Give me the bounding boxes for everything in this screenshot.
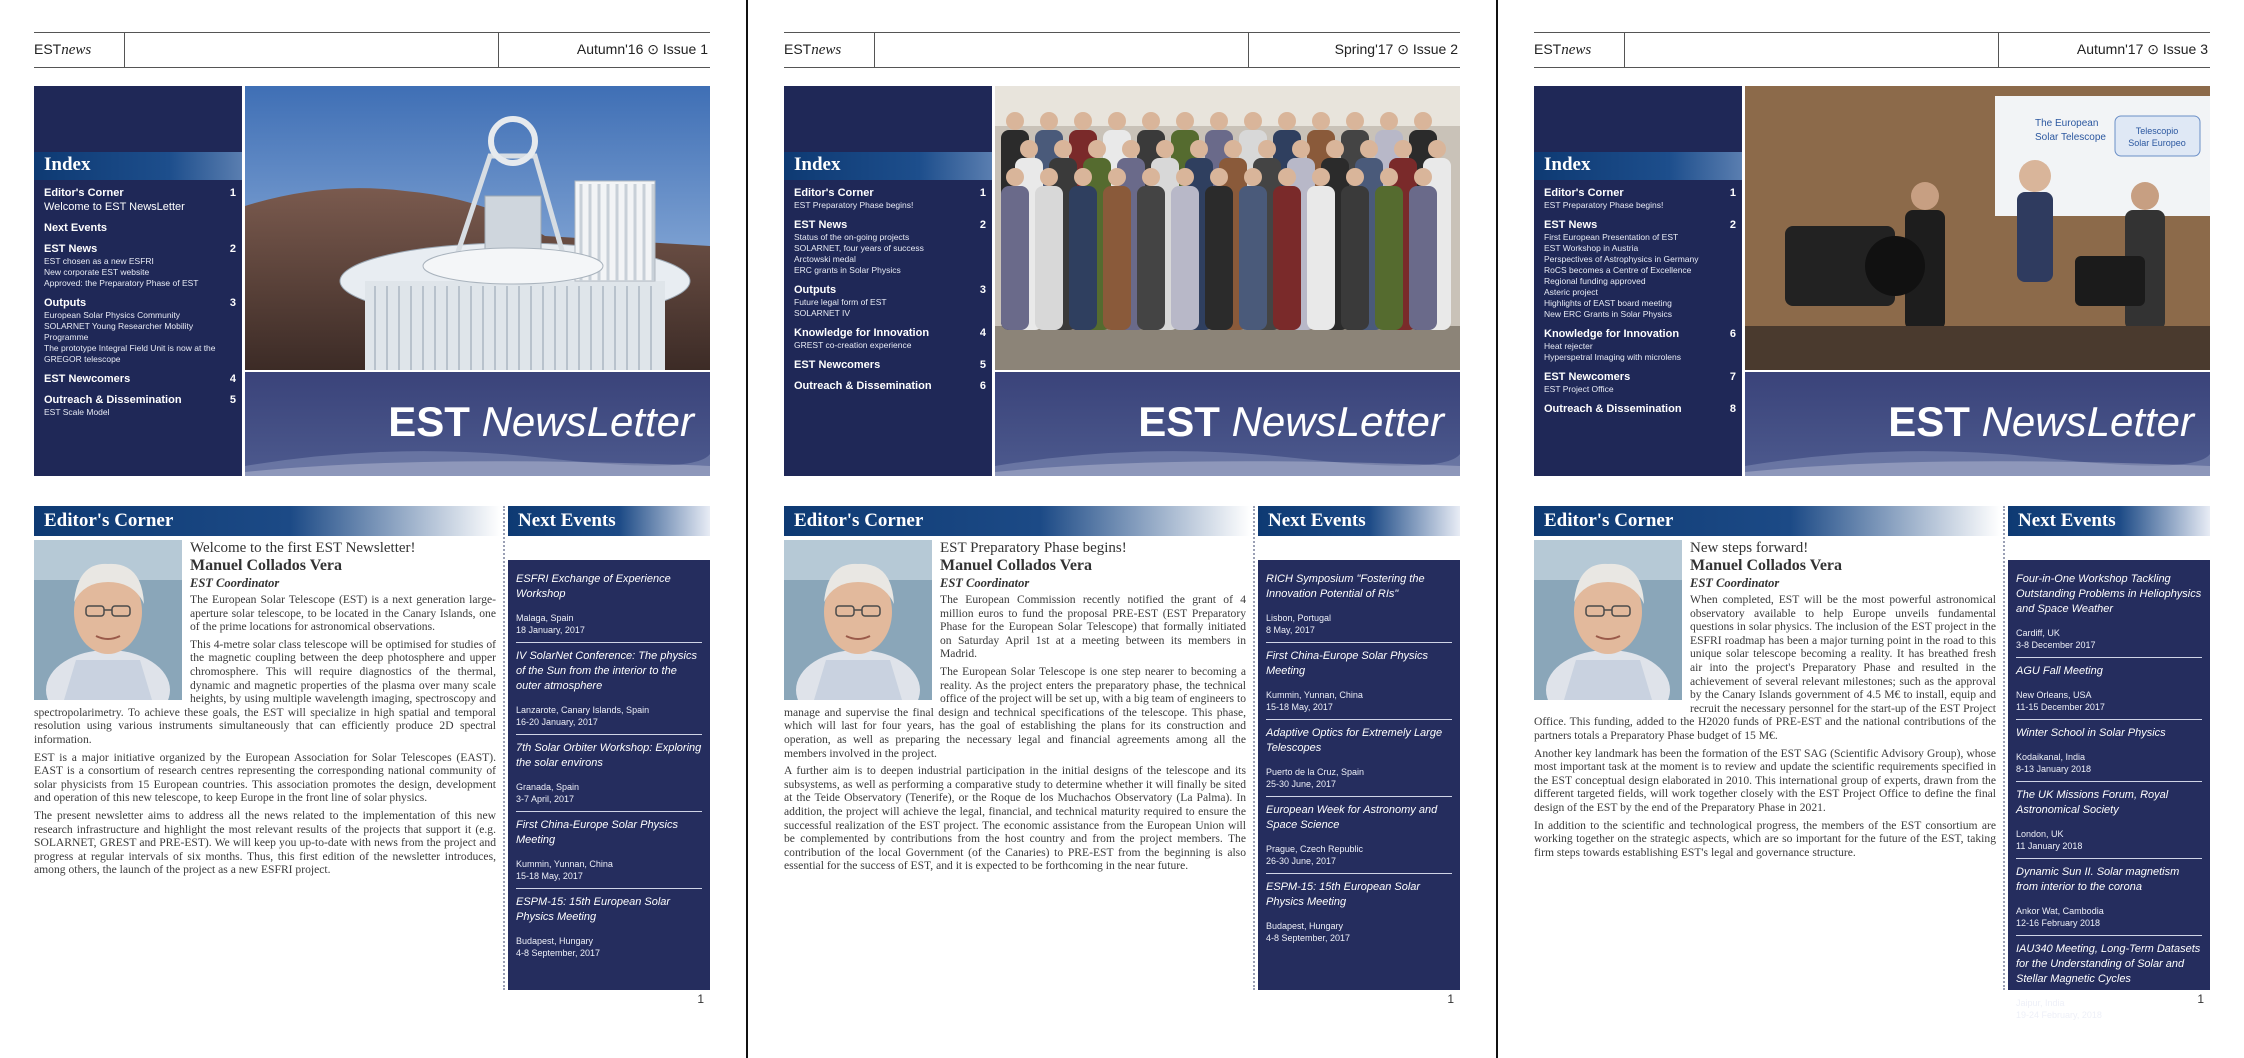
events-list [1258, 560, 1460, 990]
index-section-title[interactable]: Outputs [794, 284, 837, 296]
cover [784, 86, 1460, 476]
index-subitem[interactable]: Highlights of EAST board meeting [1544, 298, 1672, 308]
newsletter-title: EST NewsLetter [1888, 398, 2194, 445]
svg-text:The European: The European [2035, 118, 2099, 129]
index-subitem[interactable]: Heat rejecter [1544, 341, 1593, 351]
svg-text:Solar Europeo: Solar Europeo [2128, 138, 2186, 148]
event-title[interactable]: ESPM-15: 15th European Solar Physics Meeting [516, 896, 671, 923]
page-header [1534, 32, 2210, 68]
event-location: Malaga, Spain [516, 613, 574, 623]
index-section-title[interactable]: Editor's Corner [1544, 187, 1624, 199]
index-panel [784, 86, 992, 476]
newsletter-page [1500, 0, 2210, 1058]
event-location: New Orleans, USA [2016, 690, 2092, 700]
index-heading: Index [34, 152, 242, 180]
editor-portrait [34, 540, 182, 700]
event-title[interactable]: Adaptive Optics for Extremely Large Telescopes [1266, 727, 1443, 754]
editors-corner-heading: Editor's Corner [34, 506, 500, 536]
author-role: EST Coordinator [940, 576, 1030, 590]
event-location: Lanzarote, Canary Islands, Spain [516, 705, 650, 715]
event-location: Kummin, Yunnan, China [1266, 690, 1363, 700]
telescope-photo [245, 86, 710, 370]
event-item[interactable] [2016, 782, 2202, 859]
index-subitem[interactable]: Approved: the Preparatory Phase of EST [44, 278, 199, 288]
index-subitem[interactable]: Future legal form of EST [794, 297, 887, 307]
next-events-heading: Next Events [1258, 506, 1460, 536]
event-item[interactable] [516, 735, 702, 812]
index-subitem[interactable]: ERC grants in Solar Physics [794, 265, 901, 275]
index-panel [1534, 86, 1742, 476]
brand-logo: ESTnews [784, 41, 842, 58]
index-section[interactable] [44, 296, 236, 365]
index-subitem[interactable]: SOLARNET Young Researcher Mobility Programme [44, 321, 194, 342]
event-title[interactable]: AGU Fall Meeting [2016, 665, 2103, 677]
editor-article [1534, 540, 1996, 863]
event-location: Kummin, Yunnan, China [516, 859, 613, 869]
article-headline: Welcome to the first EST Newsletter! [190, 540, 416, 556]
newsletter-title: EST NewsLetter [388, 398, 694, 445]
editor-paragraph: A further aim is to deepen industrial participation in the initial designs of the telescope and its subsystems, as well as performing a comparative study to determine whether it will finally be sited at the Teide Observatory (Tenerife), or the Roque de los Muchachos Observatory (La Palma). In addition, the project will achieve the legal, financial, and technical maturity required to ensure the successful realization of the EST project. The economic assistance from the European Union will be complemented by contributions from the host country and from the project members. The contribution of the local Government (of the Canaries) to PRE-EST from the beginning is also essential for the success of EST, and it is expected to be forthcoming in the near future. [784, 764, 1246, 873]
next-events-heading: Next Events [508, 506, 710, 536]
index-section[interactable] [794, 283, 986, 319]
index-section-title[interactable]: Editor's Corner [794, 187, 874, 199]
event-title[interactable]: Four-in-One Workshop Tackling Outstanding Problems in Heliophysics and Space Weather [2016, 573, 2202, 615]
index-page-number: 7 [1729, 371, 1736, 383]
editor-article [784, 540, 1246, 877]
index-section-title[interactable]: Knowledge for Innovation [794, 327, 930, 339]
author-name: Manuel Collados Vera [1690, 557, 1843, 574]
editor-paragraph: The European Solar Telescope (EST) is a next generation large-aperture solar telescope, to be located in the Canary Islands, one of the prime locations for astronomical observations. [190, 593, 496, 634]
index-section[interactable] [794, 379, 986, 393]
index-section[interactable] [44, 372, 236, 386]
event-location: Puerto de la Cruz, Spain [1266, 767, 1365, 777]
event-title[interactable]: IAU340 Meeting, Long-Term Datasets for the Understanding of Solar and Stellar Magnetic Cycles [2016, 943, 2201, 985]
event-location: London, UK [2016, 829, 2064, 839]
index-section-title[interactable]: Outreach & Dissemination [1544, 403, 1682, 415]
editors-corner-heading: Editor's Corner [1534, 506, 2000, 536]
cover-photo [995, 86, 1460, 370]
title-band [1745, 372, 2210, 476]
event-location: Ankor Wat, Cambodia [2016, 906, 2104, 916]
event-date: 16-20 January, 2017 [516, 717, 598, 727]
index-section-title[interactable]: Outputs [44, 297, 87, 309]
author-name: Manuel Collados Vera [190, 557, 343, 574]
event-date: 19-24 February, 2018 [2016, 1010, 2102, 1020]
editor-portrait [1534, 540, 1682, 700]
event-location: Granada, Spain [516, 782, 580, 792]
index-section-title[interactable]: Outreach & Dissemination [44, 394, 182, 406]
index-page-number: 5 [979, 359, 986, 371]
brand-logo: ESTnews [1534, 41, 1592, 58]
svg-text:Solar Telescope: Solar Telescope [2035, 132, 2106, 143]
column-divider [2003, 506, 2005, 990]
event-title[interactable]: The UK Missions Forum, Royal Astronomical Society [2016, 789, 2169, 816]
index-section[interactable] [44, 186, 236, 214]
index-list [1544, 186, 1736, 423]
event-item[interactable] [516, 566, 702, 643]
index-subitem[interactable]: Asteric project [1544, 287, 1598, 297]
index-section-title[interactable]: EST Newcomers [1544, 371, 1631, 383]
newsletter-page [0, 0, 710, 1058]
editor-paragraph: EST is a major initiative organized by the European Association for Solar Telescopes (EAST). EAST is a consortium of research centres representing the corresponding national community of solar physicists from 15 European countries. This association promotes the design, development and operation of this new telescope, to keep Europe in the front line of solar physics. [34, 750, 496, 805]
events-list [2008, 560, 2210, 1020]
index-section-title[interactable]: EST News [1544, 219, 1598, 231]
index-section[interactable] [44, 221, 236, 235]
index-subitem[interactable]: EST chosen as a new ESFRI [44, 256, 154, 266]
index-subitem[interactable]: EST Preparatory Phase begins! [794, 200, 914, 210]
event-title[interactable]: IV SolarNet Conference: The physics of the Sun from the interior to the outer atmosphere [516, 650, 697, 692]
index-section-title[interactable]: Outreach & Dissemination [794, 380, 932, 392]
index-subitem[interactable]: Regional funding approved [1544, 276, 1646, 286]
event-item[interactable] [2016, 936, 2202, 1027]
author-role: EST Coordinator [1690, 576, 1780, 590]
index-page-number: 1 [979, 187, 986, 199]
editor-paragraph: The European Solar Telescope is one step nearer to becoming a reality. As the project enters the preparatory phase, the technical office of the project will be set up, with a big team of engineers to manage and supervise the final design and technical specifications of the telescope. This phase, which will last for four years, has the goal of establishing the plans for its construction and operation, as well as preparing the necessary legal and financial agreements among all the members involved in the project. [784, 664, 1246, 760]
index-heading: Index [784, 152, 992, 180]
index-section-title[interactable]: EST Newcomers [794, 359, 881, 371]
event-location: Prague, Czech Republic [1266, 844, 1364, 854]
index-page-number: 2 [979, 219, 986, 231]
title-band [995, 372, 1460, 476]
event-title[interactable]: ESFRI Exchange of Experience Workshop [516, 573, 671, 600]
article-headline: EST Preparatory Phase begins! [940, 540, 1127, 556]
event-title[interactable]: Dynamic Sun II. Solar magnetism from interior to the corona [2016, 866, 2180, 893]
index-subitem[interactable]: First European Presentation of EST [1544, 232, 1679, 242]
event-title[interactable]: RICH Symposium "Fostering the Innovation Potential of RIs" [1266, 573, 1425, 600]
event-date: 4-8 September, 2017 [1266, 933, 1351, 943]
index-subitem[interactable]: SOLARNET IV [794, 308, 851, 318]
event-item[interactable] [516, 812, 702, 889]
event-date: 25-30 June, 2017 [1266, 779, 1337, 789]
newsletter-page [750, 0, 1460, 1058]
index-panel [34, 86, 242, 476]
event-date: 11-15 December 2017 [2016, 702, 2105, 712]
index-page-number: 5 [229, 394, 236, 406]
index-page-number: 6 [1729, 328, 1736, 340]
index-section-title[interactable]: Next Events [44, 222, 107, 234]
index-subitem[interactable]: GREST co-creation experience [794, 340, 912, 350]
event-location: Jaipur, India [2016, 998, 2065, 1008]
event-location: Budapest, Hungary [1266, 921, 1344, 931]
event-title[interactable]: ESPM-15: 15th European Solar Physics Meeting [1266, 881, 1421, 908]
title-band [245, 372, 710, 476]
index-section-title[interactable]: Knowledge for Innovation [1544, 328, 1680, 340]
page-number: 1 [2197, 992, 2204, 1006]
cover-photo [1745, 86, 2210, 370]
event-date: 15-18 May, 2017 [516, 871, 583, 881]
issue-label: Autumn'17 ⊙ Issue 3 [2076, 41, 2208, 57]
index-section[interactable] [44, 393, 236, 418]
index-page-number: 4 [229, 373, 236, 385]
index-section[interactable] [44, 242, 236, 289]
event-item[interactable] [2016, 566, 2202, 658]
index-section-title[interactable]: EST News [44, 243, 98, 255]
event-item[interactable] [1266, 720, 1452, 797]
event-location: Budapest, Hungary [516, 936, 594, 946]
index-subitem[interactable]: New ERC Grants in Solar Physics [1544, 309, 1673, 319]
event-location: Lisbon, Portugal [1266, 613, 1332, 623]
index-section[interactable] [1544, 218, 1736, 320]
page-separator [746, 0, 748, 1058]
cover [34, 86, 710, 476]
editor-portrait [784, 540, 932, 700]
index-section[interactable] [1544, 370, 1736, 395]
event-item[interactable] [1266, 874, 1452, 950]
index-page-number: 2 [1729, 219, 1736, 231]
page-number: 1 [1447, 992, 1454, 1006]
events-list [508, 560, 710, 990]
index-subitem[interactable]: European Solar Physics Community [44, 310, 181, 320]
index-page-number: 4 [979, 327, 986, 339]
editor-paragraph: In addition to the scientific and technological progress, the members of the EST consortium are working together on the strategic aspects, which are so important for the future of the EST, taking firm steps towards establishing EST's legal and governance structure. [1534, 818, 1996, 859]
event-date: 26-30 June, 2017 [1266, 856, 1337, 866]
event-date: 8-13 January 2018 [2016, 764, 2092, 774]
index-page-number: 1 [229, 187, 236, 199]
event-date: 18 January, 2017 [516, 625, 585, 635]
event-item[interactable] [2016, 859, 2202, 936]
event-title[interactable]: European Week for Astronomy and Space Science [1266, 804, 1438, 831]
index-subitem[interactable]: EST Project Office [1544, 384, 1614, 394]
index-page-number: 8 [1729, 403, 1736, 415]
index-section[interactable] [794, 218, 986, 276]
issue-label: Autumn'16 ⊙ Issue 1 [576, 41, 708, 57]
index-section[interactable] [794, 186, 986, 211]
event-date: 11 January 2018 [2016, 841, 2083, 851]
cover [1534, 86, 2210, 476]
index-section-title[interactable]: Editor's Corner [44, 187, 124, 199]
event-date: 8 May, 2017 [1266, 625, 1315, 635]
page-separator [1496, 0, 1498, 1058]
event-item[interactable] [516, 889, 702, 965]
index-subitem[interactable]: Welcome to EST NewsLetter [44, 201, 185, 213]
index-section[interactable] [794, 326, 986, 351]
page-header [34, 32, 710, 68]
editor-article [34, 540, 496, 881]
index-subitem[interactable]: EST Workshop in Austria [1544, 243, 1639, 253]
index-section[interactable] [1544, 186, 1736, 211]
index-section[interactable] [1544, 327, 1736, 363]
event-title[interactable]: 7th Solar Orbiter Workshop: Exploring the solar environs [516, 742, 702, 769]
editor-paragraph: When completed, EST will be the most powerful astronomical observatory available to help Europe unveils fundamental questions in solar physics. The inclusion of the EST project in the ESFRI roadmap has been a major turning point in the road to this unique solar telescope becoming a reality. It has breathed fresh air into the project's Preparatory Phase and resulted in the achievement of several relevant milestones; such as the approval by the Canary Islands government of 4.5 M€ to install, equip and recruit the necessary personnel for the start-up of the EST Project Office. This funding, added to the H2020 funds of PRE-EST and the national contributions of the partners totals a Preparatory Phase budget of 15 M€. [1534, 593, 1996, 742]
column-divider [1253, 506, 1255, 990]
brand-logo: ESTnews [34, 41, 92, 58]
index-heading: Index [1534, 152, 1742, 180]
index-section[interactable] [794, 358, 986, 372]
issue-label: Spring'17 ⊙ Issue 2 [1334, 41, 1458, 57]
press-photo [1745, 86, 2210, 370]
author-role: EST Coordinator [190, 576, 280, 590]
event-item[interactable] [1266, 797, 1452, 874]
editor-paragraph: Another key landmark has been the formation of the EST SAG (Scientific Advisory Group), whose most important task at the moment is to review and update the scientific requirements specified in the EST conceptual design elaborated in 2010. This international group of experts, drawn from the different targeted fields, will work together closely with the EST Project Office to define the final design of the EST by the end of the Preparatory Phase in 2021. [1534, 746, 1996, 814]
event-item[interactable] [2016, 720, 2202, 782]
event-location: Cardiff, UK [2016, 628, 2060, 638]
index-page-number: 1 [1729, 187, 1736, 199]
index-list [794, 186, 986, 400]
event-title[interactable]: First China-Europe Solar Physics Meeting [1266, 650, 1429, 677]
author-name: Manuel Collados Vera [940, 557, 1093, 574]
editor-paragraph: The present newsletter aims to address all the news related to the implementation of this new research infrastructure and highlight the most relevant results of the projects that support it (e.g. SOLARNET, GREST and PRE-EST). We will keep you up-to-date with news from the project and progress at regular intervals of six months. Thus, this first edition of the newsletter introduces, among others, the launch of the project as a new ESFRI project. [34, 808, 496, 877]
event-date: 15-18 May, 2017 [1266, 702, 1333, 712]
index-section-title[interactable]: EST News [794, 219, 848, 231]
index-page-number: 2 [229, 243, 236, 255]
column-divider [503, 506, 505, 990]
index-subitem[interactable]: Status of the on-going projects [794, 232, 910, 242]
index-page-number: 3 [229, 297, 236, 309]
event-location: Kodaikanal, India [2016, 752, 2086, 762]
cover-photo [245, 86, 710, 370]
index-subitem[interactable]: New corporate EST website [44, 267, 150, 277]
event-title[interactable]: Winter School in Solar Physics [2016, 727, 2166, 739]
index-subitem[interactable]: SOLARNET, four years of success [794, 243, 924, 253]
page-header [784, 32, 1460, 68]
next-events-heading: Next Events [2008, 506, 2210, 536]
event-item[interactable] [516, 643, 702, 735]
event-item[interactable] [1266, 566, 1452, 643]
newsletter-title: EST NewsLetter [1138, 398, 1444, 445]
article-headline: New steps forward! [1690, 540, 1809, 556]
event-date: 12-16 February 2018 [2016, 918, 2101, 928]
svg-text:Telescopio: Telescopio [2135, 126, 2179, 136]
editor-paragraph: This 4-metre solar class telescope will be optimised for studies of the magnetic coupling between the deep photosphere and upper chromosphere. This will require diagnostics of the thermal, dynamic and magnetic properties of the plasma over many scale heights, by using multiple wavelength imaging, spectroscopy and spectropolarimetry. To achieve these goals, the EST will specialize in high spatial and temporal resolution using various instruments simultaneously that can efficiently produce 2D spectral information. [34, 637, 496, 746]
event-item[interactable] [1266, 643, 1452, 720]
event-title[interactable]: First China-Europe Solar Physics Meeting [516, 819, 679, 846]
event-date: 3-7 April, 2017 [516, 794, 575, 804]
event-date: 3-8 December 2017 [2016, 640, 2096, 650]
index-section-title[interactable]: EST Newcomers [44, 373, 131, 385]
index-subitem[interactable]: RoCS becomes a Centre of Excellence [1544, 265, 1692, 275]
index-page-number: 6 [979, 380, 986, 392]
index-subitem[interactable]: Arctowski medal [794, 254, 856, 264]
index-section[interactable] [1544, 402, 1736, 416]
editor-paragraph: The European Commission recently notified the grant of 4 million euros to fund the proposal PRE-EST (EST Preparatory Phase for the European Solar Telescope) that formally initiated on Saturday April 1st at a meeting between its members in Madrid. [940, 593, 1246, 661]
event-date: 4-8 September, 2017 [516, 948, 601, 958]
editors-corner-heading: Editor's Corner [784, 506, 1250, 536]
index-subitem[interactable]: EST Scale Model [44, 407, 110, 417]
index-list [44, 186, 236, 425]
index-subitem[interactable]: The prototype Integral Field Unit is now at the GREGOR telescope [44, 343, 216, 364]
page-number: 1 [697, 992, 704, 1006]
event-item[interactable] [2016, 658, 2202, 720]
group-photo [995, 86, 1460, 370]
index-subitem[interactable]: Perspectives of Astrophysics in Germany [1544, 254, 1699, 264]
index-subitem[interactable]: Hyperspetral Imaging with microlens [1544, 352, 1681, 362]
index-subitem[interactable]: EST Preparatory Phase begins! [1544, 200, 1664, 210]
index-page-number: 3 [979, 284, 986, 296]
